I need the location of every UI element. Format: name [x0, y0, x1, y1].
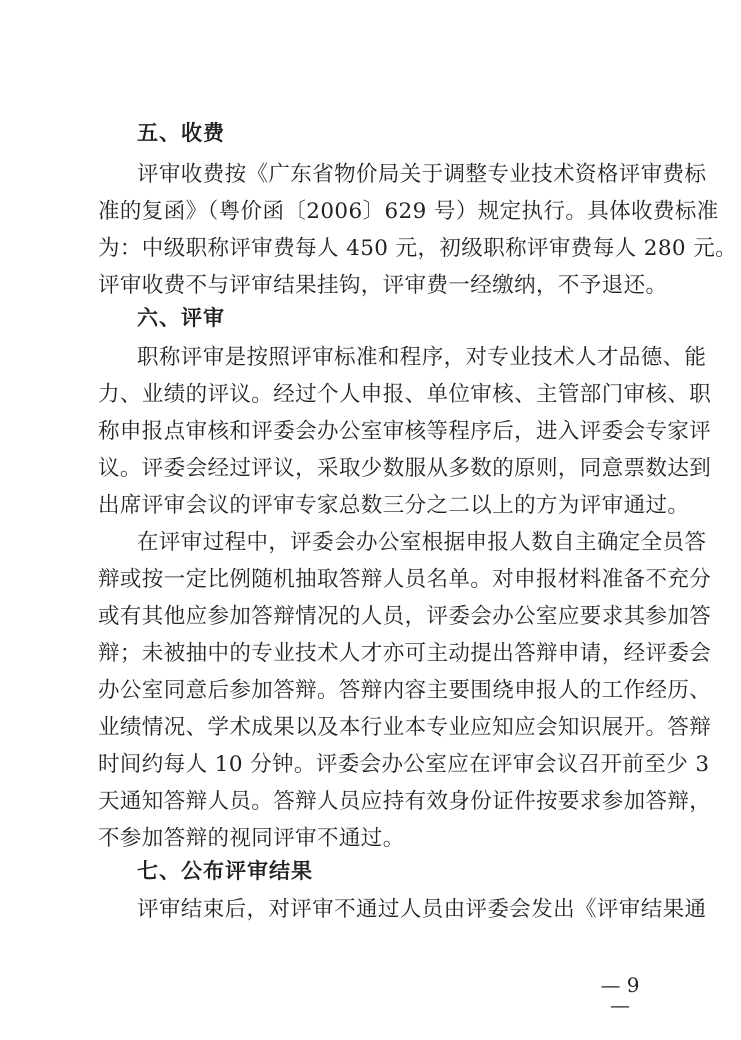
paragraph-line: 不参加答辩的视同评审不通过。 — [98, 826, 405, 851]
paragraph-line: 时间约每人 10 分钟。评委会办公室应在评审会议召开前至少 3 — [98, 752, 710, 777]
paragraph-line: 业绩情况、学术成果以及本行业本专业应知应会知识展开。答辩 — [98, 715, 712, 740]
paragraph-line: 职称评审是按照评审标准和程序，对专业技术人才品德、能 — [137, 345, 707, 370]
paragraph-line: 评审收费不与评审结果挂钩，评审费一经缴纳，不予退还。 — [98, 273, 668, 298]
paragraph-line: 在评审过程中，评委会办公室根据申报人数自主确定全员答 — [137, 530, 707, 555]
paragraph-line: 为：中级职称评审费每人 450 元，初级职称评审费每人 280 元。 — [98, 236, 738, 261]
paragraph-line: 辩或按一定比例随机抽取答辩人员名单。对申报材料准备不充分 — [98, 567, 712, 592]
section-heading-fees: 五、收费 — [137, 121, 225, 145]
section-heading-results: 七、公布评审结果 — [137, 859, 313, 883]
paragraph-line: 辩；未被抽中的专业技术人才亦可主动提出答辩申请，经评委会 — [98, 641, 712, 666]
paragraph-line: 天通知答辩人员。答辩人员应持有效身份证件按要求参加答辩， — [98, 789, 712, 814]
paragraph-line: 力、业绩的评议。经过个人申报、单位审核、主管部门审核、职 — [98, 382, 712, 407]
paragraph-line: 议。评委会经过评议，采取少数服从多数的原则，同意票数达到 — [98, 456, 712, 481]
page-number: — 9 — — [600, 973, 640, 1017]
paragraph-line: 称申报点审核和评委会办公室审核等程序后，进入评委会专家评 — [98, 419, 712, 444]
paragraph-line: 或有其他应参加答辩情况的人员，评委会办公室应要求其参加答 — [98, 604, 712, 629]
section-heading-review: 六、评审 — [137, 306, 225, 330]
paragraph-line: 办公室同意后参加答辩。答辩内容主要围绕申报人的工作经历、 — [98, 678, 712, 703]
paragraph-line: 评审收费按《广东省物价局关于调整专业技术资格评审费标 — [137, 162, 707, 187]
paragraph-line: 出席评审会议的评审专家总数三分之二以上的方为评审通过。 — [98, 493, 690, 518]
paragraph-line: 准的复函》（粤价函〔2006〕629 号）规定执行。具体收费标准 — [98, 199, 719, 224]
paragraph-line: 评审结束后，对评审不通过人员由评委会发出《评审结果通 — [137, 897, 707, 922]
